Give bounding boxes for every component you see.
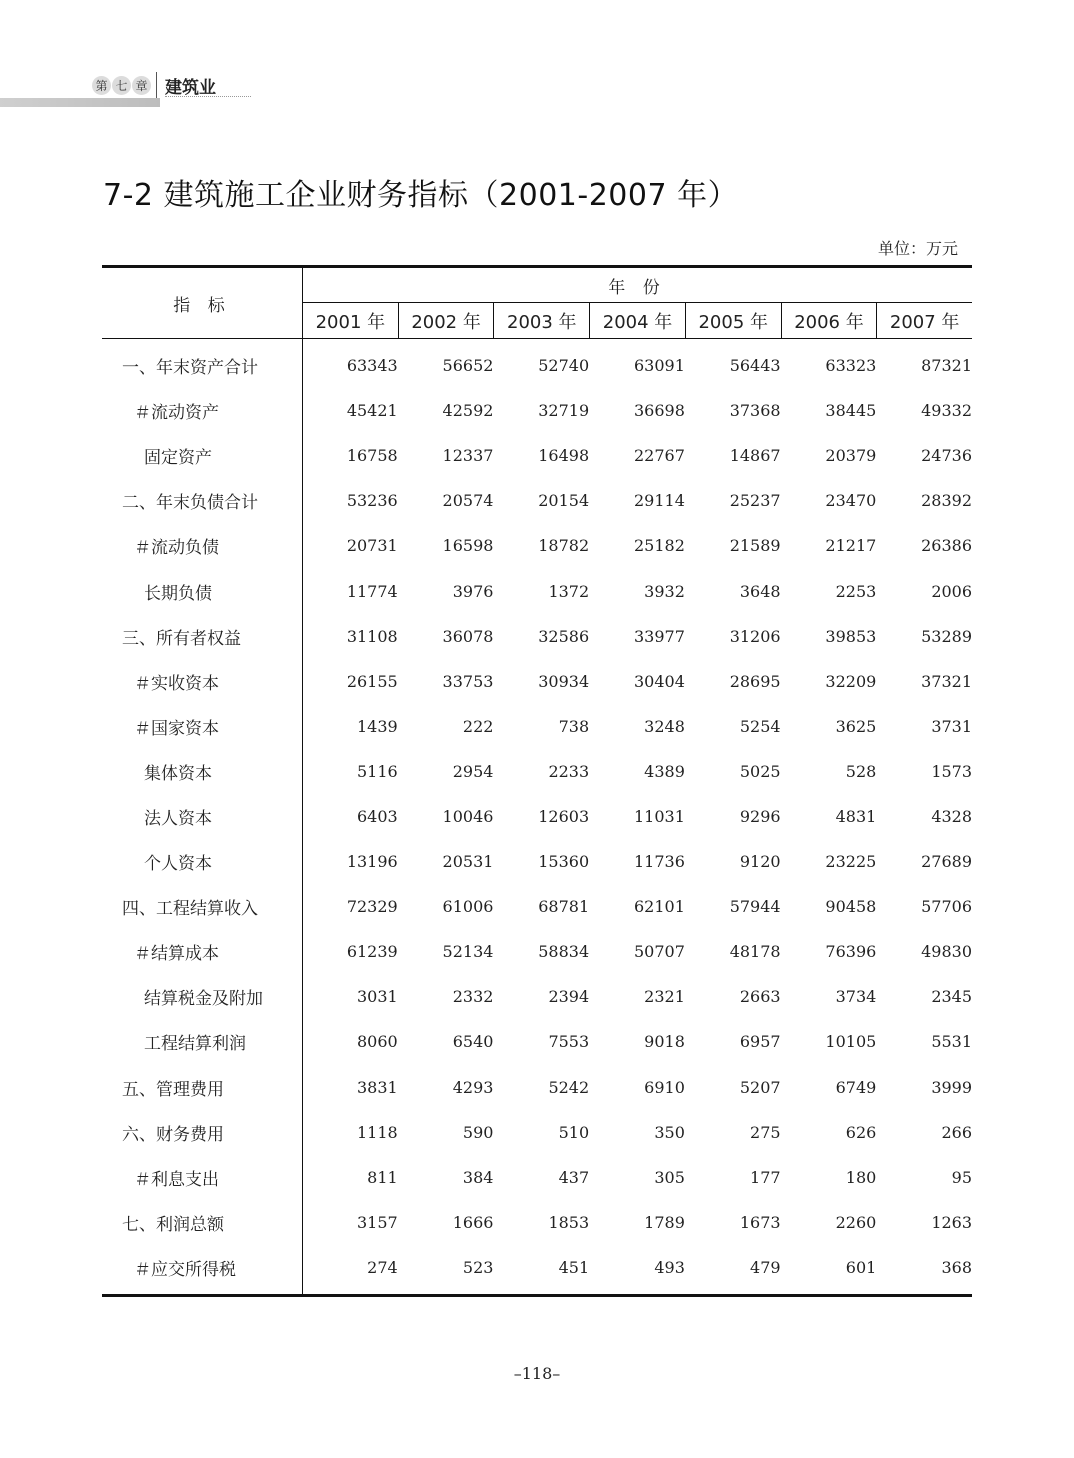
value-cell: 32719 — [538, 401, 590, 421]
value-cell: 45421 — [346, 401, 398, 421]
value-cell: 177 — [750, 1167, 781, 1187]
table-row — [102, 568, 972, 613]
value-cell: 27689 — [921, 852, 973, 872]
table-title: 7-2 建筑施工企业财务指标（2001-2007 年） — [103, 178, 739, 213]
value-cell: 2253 — [835, 581, 877, 601]
chapter-header-bar — [0, 98, 160, 107]
value-cell: 5025 — [739, 761, 781, 781]
row-indicator-name: 七、利润总额 — [122, 1214, 224, 1235]
value-cell: 305 — [654, 1167, 685, 1187]
value-cell: 20154 — [538, 491, 590, 511]
value-cell: 18782 — [538, 536, 590, 556]
value-cell: 29114 — [633, 491, 685, 511]
value-cell: 3731 — [931, 716, 973, 736]
value-cell: 1673 — [739, 1212, 781, 1232]
value-cell: 8060 — [357, 1032, 398, 1052]
value-cell: 3999 — [931, 1077, 973, 1097]
value-cell: 9296 — [739, 806, 781, 826]
table-row — [102, 1110, 972, 1155]
value-cell: 58834 — [538, 942, 590, 962]
value-cell: 6910 — [644, 1077, 685, 1097]
chapter-char: 七 — [112, 76, 131, 95]
row-indicator-name: ＃国家资本 — [134, 718, 219, 739]
value-cell: 21217 — [825, 536, 877, 556]
value-cell: 5254 — [739, 716, 781, 736]
value-cell: 61239 — [346, 942, 398, 962]
value-cell: 13196 — [346, 852, 398, 872]
value-cell: 14867 — [729, 446, 781, 466]
value-cell: 274 — [367, 1257, 398, 1277]
value-cell: 20379 — [825, 446, 877, 466]
value-cell: 3031 — [357, 987, 398, 1007]
value-cell: 49830 — [921, 942, 973, 962]
value-cell: 87321 — [921, 356, 973, 376]
row-indicator-name: 结算税金及附加 — [144, 989, 263, 1010]
value-cell: 57706 — [921, 897, 973, 917]
value-cell: 2954 — [452, 761, 494, 781]
year-header: 2006 年 — [781, 303, 877, 338]
value-cell: 266 — [941, 1122, 973, 1142]
value-cell: 26155 — [346, 671, 398, 691]
value-cell: 24736 — [921, 446, 973, 466]
row-indicator-name: 集体资本 — [144, 763, 212, 784]
table-row — [102, 478, 972, 523]
value-cell: 32209 — [825, 671, 877, 691]
year-header: 2002 年 — [398, 303, 494, 338]
value-cell: 523 — [462, 1257, 494, 1277]
value-cell: 23470 — [825, 491, 877, 511]
value-cell: 63091 — [633, 356, 685, 376]
value-cell: 2394 — [548, 987, 590, 1007]
row-indicator-name: 五、管理费用 — [122, 1079, 224, 1100]
value-cell: 3248 — [644, 716, 685, 736]
table-row — [102, 433, 972, 478]
value-cell: 350 — [654, 1122, 685, 1142]
value-cell: 479 — [750, 1257, 781, 1277]
value-cell: 384 — [462, 1167, 494, 1187]
value-cell: 811 — [367, 1167, 398, 1187]
value-cell: 5116 — [357, 761, 398, 781]
row-indicator-name: ＃利息支出 — [134, 1169, 219, 1190]
row-indicator-name: 法人资本 — [144, 808, 212, 829]
value-cell: 30404 — [633, 671, 685, 691]
value-cell: 11736 — [633, 852, 685, 872]
value-cell: 48178 — [729, 942, 781, 962]
value-cell: 72329 — [346, 897, 398, 917]
value-cell: 25182 — [633, 536, 685, 556]
value-cell: 16758 — [346, 446, 398, 466]
financial-table — [102, 265, 972, 1297]
value-cell: 1789 — [644, 1212, 685, 1232]
value-cell: 90458 — [825, 897, 877, 917]
chapter-name: 建筑业 — [165, 78, 216, 98]
value-cell: 61006 — [442, 897, 494, 917]
body-divider — [302, 339, 303, 1294]
value-cell: 590 — [462, 1122, 494, 1142]
value-cell: 5531 — [931, 1032, 973, 1052]
value-cell: 9120 — [739, 852, 781, 872]
value-cell: 1372 — [548, 581, 590, 601]
value-cell: 5242 — [548, 1077, 590, 1097]
value-cell: 626 — [845, 1122, 877, 1142]
value-cell: 6403 — [357, 806, 398, 826]
table-row — [102, 794, 972, 839]
year-header-row — [302, 303, 972, 338]
table-row — [102, 614, 972, 659]
value-cell: 20574 — [442, 491, 494, 511]
row-indicator-name: ＃流动资产 — [134, 403, 219, 424]
table-row — [102, 1065, 972, 1110]
value-cell: 4328 — [931, 806, 973, 826]
value-cell: 25237 — [729, 491, 781, 511]
value-cell: 26386 — [921, 536, 973, 556]
value-cell: 6957 — [739, 1032, 781, 1052]
value-cell: 52740 — [538, 356, 590, 376]
value-cell: 601 — [845, 1257, 877, 1277]
value-cell: 4293 — [452, 1077, 494, 1097]
value-cell: 28392 — [921, 491, 973, 511]
indicator-header: 指 标 — [173, 295, 231, 316]
value-cell: 6540 — [452, 1032, 494, 1052]
value-cell: 1263 — [931, 1212, 973, 1232]
value-cell: 437 — [558, 1167, 590, 1187]
value-cell: 11774 — [346, 581, 398, 601]
value-cell: 3734 — [835, 987, 877, 1007]
value-cell: 4389 — [644, 761, 685, 781]
value-cell: 2260 — [835, 1212, 877, 1232]
value-cell: 493 — [654, 1257, 685, 1277]
value-cell: 3625 — [835, 716, 877, 736]
row-indicator-name: ＃应交所得税 — [134, 1259, 236, 1280]
value-cell: 53236 — [346, 491, 398, 511]
table-bottom-rule — [102, 1294, 972, 1297]
value-cell: 451 — [558, 1257, 590, 1277]
value-cell: 76396 — [825, 942, 877, 962]
value-cell: 63323 — [825, 356, 877, 376]
value-cell: 62101 — [633, 897, 685, 917]
value-cell: 1118 — [357, 1122, 398, 1142]
value-cell: 23225 — [825, 852, 877, 872]
value-cell: 11031 — [633, 806, 685, 826]
value-cell: 12337 — [442, 446, 494, 466]
chapter-char: 章 — [132, 76, 151, 95]
table-row — [102, 1245, 972, 1290]
value-cell: 57944 — [729, 897, 781, 917]
value-cell: 36078 — [442, 626, 494, 646]
page-number: –118– — [513, 1364, 561, 1383]
value-cell: 20531 — [442, 852, 494, 872]
table-body — [102, 339, 972, 1294]
table-row — [102, 884, 972, 929]
row-indicator-name: 六、财务费用 — [122, 1124, 224, 1145]
table-row — [102, 343, 972, 388]
row-indicator-name: 长期负债 — [144, 583, 212, 604]
value-cell: 30934 — [538, 671, 590, 691]
table-row — [102, 704, 972, 749]
value-cell: 738 — [558, 716, 590, 736]
row-indicator-name: ＃结算成本 — [134, 944, 219, 965]
value-cell: 16598 — [442, 536, 494, 556]
row-indicator-name: ＃实收资本 — [134, 673, 219, 694]
table-row — [102, 523, 972, 568]
value-cell: 1439 — [357, 716, 398, 736]
value-cell: 56652 — [442, 356, 494, 376]
value-cell: 20731 — [346, 536, 398, 556]
value-cell: 2233 — [548, 761, 590, 781]
row-indicator-name: 工程结算利润 — [144, 1034, 246, 1055]
value-cell: 49332 — [921, 401, 973, 421]
row-indicator-name: 固定资产 — [144, 448, 212, 469]
value-cell: 5207 — [739, 1077, 781, 1097]
year-header: 2001 年 — [302, 303, 398, 338]
header-divider — [302, 268, 303, 338]
year-header: 2007 年 — [876, 303, 972, 338]
value-cell: 2663 — [739, 987, 781, 1007]
value-cell: 3831 — [357, 1077, 398, 1097]
value-cell: 42592 — [442, 401, 494, 421]
value-cell: 1666 — [452, 1212, 494, 1232]
table-row — [102, 929, 972, 974]
value-cell: 56443 — [729, 356, 781, 376]
value-cell: 95 — [951, 1167, 973, 1187]
value-cell: 33977 — [633, 626, 685, 646]
row-indicator-name: 二、年末负债合计 — [122, 493, 258, 514]
value-cell: 21589 — [729, 536, 781, 556]
value-cell: 31108 — [346, 626, 398, 646]
table-row — [102, 749, 972, 794]
value-cell: 7553 — [548, 1032, 590, 1052]
table-row — [102, 1200, 972, 1245]
chapter-separator — [156, 72, 157, 98]
value-cell: 12603 — [538, 806, 590, 826]
value-cell: 53289 — [921, 626, 973, 646]
year-header: 2004 年 — [589, 303, 685, 338]
row-indicator-name: 四、工程结算收入 — [122, 899, 258, 920]
value-cell: 37321 — [921, 671, 973, 691]
value-cell: 3932 — [644, 581, 685, 601]
value-cell: 275 — [750, 1122, 781, 1142]
value-cell: 6749 — [835, 1077, 877, 1097]
value-cell: 39853 — [825, 626, 877, 646]
table-row — [102, 388, 972, 433]
value-cell: 3157 — [357, 1212, 398, 1232]
value-cell: 368 — [941, 1257, 973, 1277]
value-cell: 38445 — [825, 401, 877, 421]
year-header: 2003 年 — [493, 303, 589, 338]
value-cell: 63343 — [346, 356, 398, 376]
row-indicator-name: ＃流动负债 — [134, 538, 219, 559]
table-row — [102, 1155, 972, 1200]
value-cell: 1853 — [548, 1212, 590, 1232]
table-row — [102, 839, 972, 884]
table-row — [102, 659, 972, 704]
chapter-badge — [92, 72, 151, 98]
table-header — [102, 268, 972, 339]
value-cell: 510 — [558, 1122, 590, 1142]
value-cell: 3976 — [452, 581, 494, 601]
row-indicator-name: 一、年末资产合计 — [122, 358, 258, 379]
value-cell: 10046 — [442, 806, 494, 826]
value-cell: 28695 — [729, 671, 781, 691]
value-cell: 15360 — [538, 852, 590, 872]
value-cell: 37368 — [729, 401, 781, 421]
value-cell: 2332 — [452, 987, 494, 1007]
year-group-header: 年 份 — [302, 268, 972, 303]
value-cell: 22767 — [633, 446, 685, 466]
value-cell: 4831 — [835, 806, 877, 826]
value-cell: 10105 — [825, 1032, 877, 1052]
table-row — [102, 1019, 972, 1064]
value-cell: 32586 — [538, 626, 590, 646]
value-cell: 16498 — [538, 446, 590, 466]
year-header: 2005 年 — [685, 303, 781, 338]
value-cell: 528 — [845, 761, 877, 781]
value-cell: 68781 — [538, 897, 590, 917]
value-cell: 3648 — [739, 581, 781, 601]
value-cell: 222 — [462, 716, 494, 736]
value-cell: 2345 — [931, 987, 973, 1007]
value-cell: 2321 — [644, 987, 685, 1007]
row-indicator-name: 个人资本 — [144, 854, 212, 875]
value-cell: 33753 — [442, 671, 494, 691]
value-cell: 36698 — [633, 401, 685, 421]
value-cell: 180 — [845, 1167, 877, 1187]
value-cell: 31206 — [729, 626, 781, 646]
table-row — [102, 974, 972, 1019]
value-cell: 50707 — [633, 942, 685, 962]
chapter-char: 第 — [92, 76, 111, 95]
value-cell: 1573 — [931, 761, 973, 781]
unit-label: 单位：万元 — [877, 239, 958, 258]
row-indicator-name: 三、所有者权益 — [122, 628, 241, 649]
value-cell: 2006 — [931, 581, 973, 601]
chapter-dotted-rule — [165, 96, 251, 97]
value-cell: 9018 — [644, 1032, 685, 1052]
value-cell: 52134 — [442, 942, 494, 962]
